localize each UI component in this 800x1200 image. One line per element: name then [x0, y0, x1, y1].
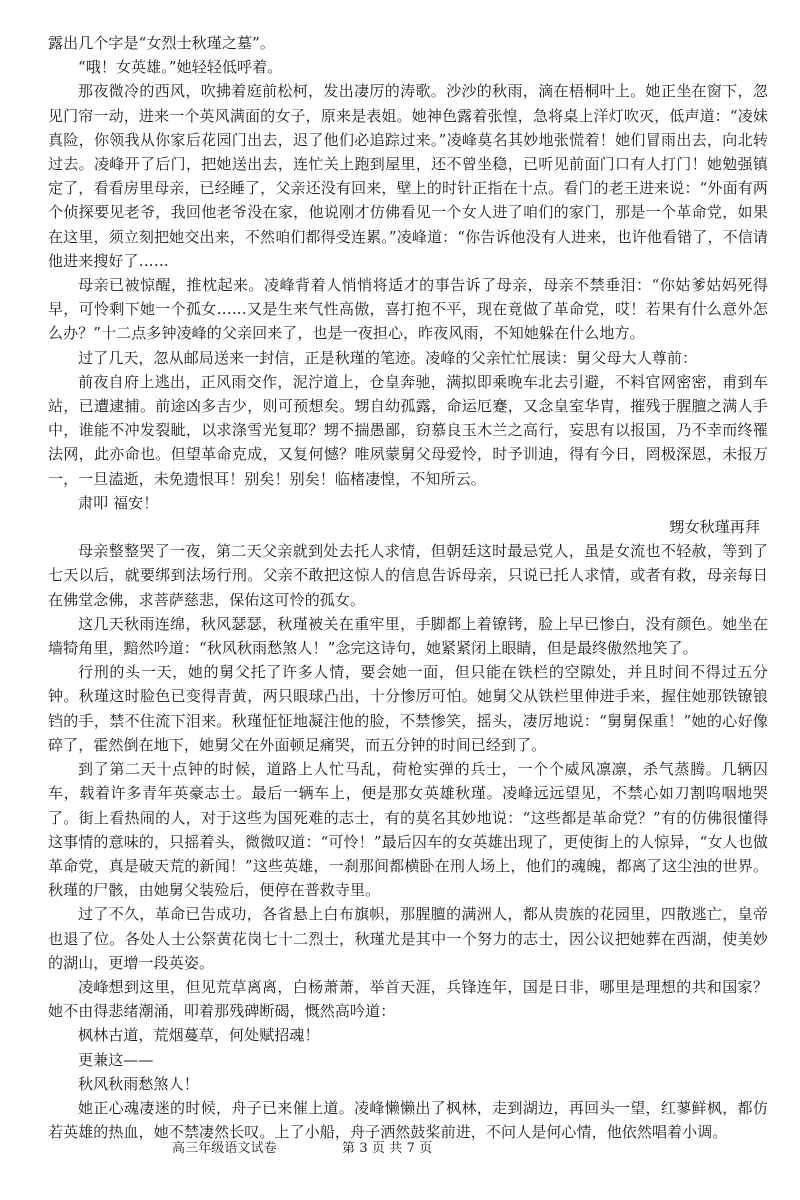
paragraph: 行刑的头一天，她的舅父托了许多人情，要会她一面，但只能在铁栏的空隙处，并且时间不得过五分钟。秋瑾这时脸色已变得青黄，两只眼球凸出，十分惨厉可怕。她舅父从铁栏里伸进手来，握住她那铁镣锒铛的手，禁不住流下泪来。秋瑾怔怔地凝注他的脸，不禁惨笑，摇头，凄厉地说：“舅舅保重！”她的心好像碎了，霍然倒在地下，她舅父在外面顿足痛哭，而五分钟的时间已经到了。 — [48, 663, 768, 754]
paragraph: 她正心魂凄迷的时候，舟子已来催上道。凌峰懒懒出了枫林，走到湖边，再回头一望，红蓼鲜枫，都仿若英雄的热血，她不禁凄然长叹。上了小船，舟子洒然鼓桨前进，不问人是何心情，他依然唱着小调。 — [48, 1098, 768, 1142]
article-body — [48, 31, 768, 1144]
page-number: 第 3 页 共 7 页 — [342, 1141, 433, 1156]
paragraph: 前夜自府上逃出，正风雨交作，泥泞道上，仓皇奔驰，满拟即乘晚车北去引避，不料官网密密，甫到车站，已遭逮捕。前途凶多吉少，则可预想矣。甥自幼孤露，命运厄蹇，又念皇室华胄，摧残于腥膻之满人手中，谁能不冲发裂眦，以求涤雪光复耶？甥不揣愚鄙，窃慕良玉木兰之高行，妄思有以报国，乃不幸而终罹法网，此亦命也。但望革命克成，又复何憾？唯夙蒙舅父母爱怜，时予训迪，得有今日，罔极深恩，未报万一，一旦溘逝，未免遗恨耳！别矣！别矣！临楮凄惶，不知所云。 — [48, 372, 768, 488]
paragraph: 母亲已被惊醒，推枕起来。凌峰背着人悄悄将适才的事告诉了母亲，母亲不禁垂泪：“你姑爹姑妈死得早，可怜剩下她一个孤女……又是生来气性高傲，喜打抱不平，现在竟做了革命党，哎！若果有什么意外怎么办？”十二点多钟凌峰的父亲回来了，也是一夜担心，昨夜风雨，不知她躲在什么地方。 — [48, 276, 768, 343]
paragraph: 肃叩 福安！ — [78, 493, 159, 512]
paragraph: 到了第二天十点钟的时候，道路上人忙马乱，荷枪实弹的兵士，一个个威风凛凛，杀气蒸腾。几辆囚车，载着许多青年英豪志士。最后一辆车上，便是那女英雄秋瑾。凌峰远远望见，不禁心如刀割呜咽地哭了。街上看热闹的人，对于这些为国死难的志士，有的莫名其妙地说：“这些都是革命党？”有的仿佛很懂得这事情的意味的，只摇着头，微微叹道：“可怜！”最后囚车的女英雄出现了，更使街上的人惊异，“女人也做革命党，真是破天荒的新闻！”这些英雄，一刹那间都横卧在刑人场上，他们的魂魄，都离了这尘浊的世界。秋瑾的尸骸，由她舅父装殓后，便停在普救寺里。 — [48, 760, 768, 900]
paragraph: 母亲整整哭了一夜，第二天父亲就到处去托人求情，但朝廷这时最忌党人，虽是女流也不轻赦，等到了七天以后，就要绑到法场行刑。父亲不敢把这惊人的信息告诉母亲，只说已托人求情，或者有救，母亲每日在佛堂念佛，求菩萨慈悲，保佑这可怜的孤女。 — [48, 542, 768, 609]
paragraph: 那夜微冷的西风，吹拂着庭前松柯，发出凄厉的涛歌。沙沙的秋雨，滴在梧桐叶上。她正坐在窗下，忽见门帘一动，进来一个英风满面的女子，原来是表姐。她神色露着张惶，急将桌上洋灯吹灭，低声道：“凌妹真险，你领我从你家后花园门出去，迟了他们必追踪过来。”凌峰莫名其妙地张慌着！她们冒雨出去，向北转过去。凌峰开了后门，把她送出去，连忙关上跑到屋里，还不曾坐稳，已听见前面门口有人打门！她勉强镇定了，看看房里母亲，已经睡了，父亲还没有回来，壁上的时针正指在十点。看门的老王进来说：“外面有两个侦探要见老爷，我回他老爷没在家，他说刚才仿佛看见一个女人进了咱们的家门，那是一个革命党，如果在这里，须立刻把她交出来，不然咱们都得受连累。”凌峰道：“你告诉他没有人进来，也许他看错了，不信请他进来搜好了…… — [48, 82, 768, 270]
paragraph: 秋风秋雨愁煞人！ — [78, 1074, 199, 1093]
paragraph: 露出几个字是“女烈士秋瑾之墓”。 — [48, 34, 275, 52]
paragraph: “哦！女英雄。”她轻轻低呼着。 — [78, 58, 283, 77]
paragraph: 这几天秋雨连绵，秋风瑟瑟，秋瑾被关在重牢里，手脚都上着镣铐，脸上早已惨白，没有颜色。她坐在墙犄角里，黯然吟道：“秋风秋雨愁煞人！”念完这诗句，她紧紧闭上眼睛，但是最终傲然地笑了。 — [48, 614, 768, 658]
paragraph: 更兼这—— — [78, 1050, 154, 1069]
letter-signature: 甥女秋瑾再拜 — [669, 518, 760, 537]
paragraph: 过了不久，革命已告成功，各省悬上白布旗帜，那腥膻的满洲人，都从贵族的花园里，四散逃亡，皇帝也退了位。各处人士公祭黄花岗七十二烈士，秋瑾尤是其中一个努力的志士，因公议把她葬在西湖，使美妙的湖山，更增一段英姿。 — [48, 905, 768, 972]
paragraph: 枫林古道，荒烟蔓草，何处赋招魂！ — [78, 1026, 320, 1045]
paragraph: 过了几天，忽从邮局送来一封信，正是秋瑾的笔迹。凌峰的父亲忙忙展读：舅父母大人尊前： — [78, 348, 698, 367]
exam-title: 高三年级语文试卷 — [172, 1141, 277, 1156]
paragraph: 凌峰想到这里，但见荒草离离，白杨萧萧，举首天涯，兵锋连年，国是日非，哪里是理想的共和国家？她不由得悲绪潮涌，叩着那残碑断碣，慨然高吟道： — [48, 977, 768, 1021]
